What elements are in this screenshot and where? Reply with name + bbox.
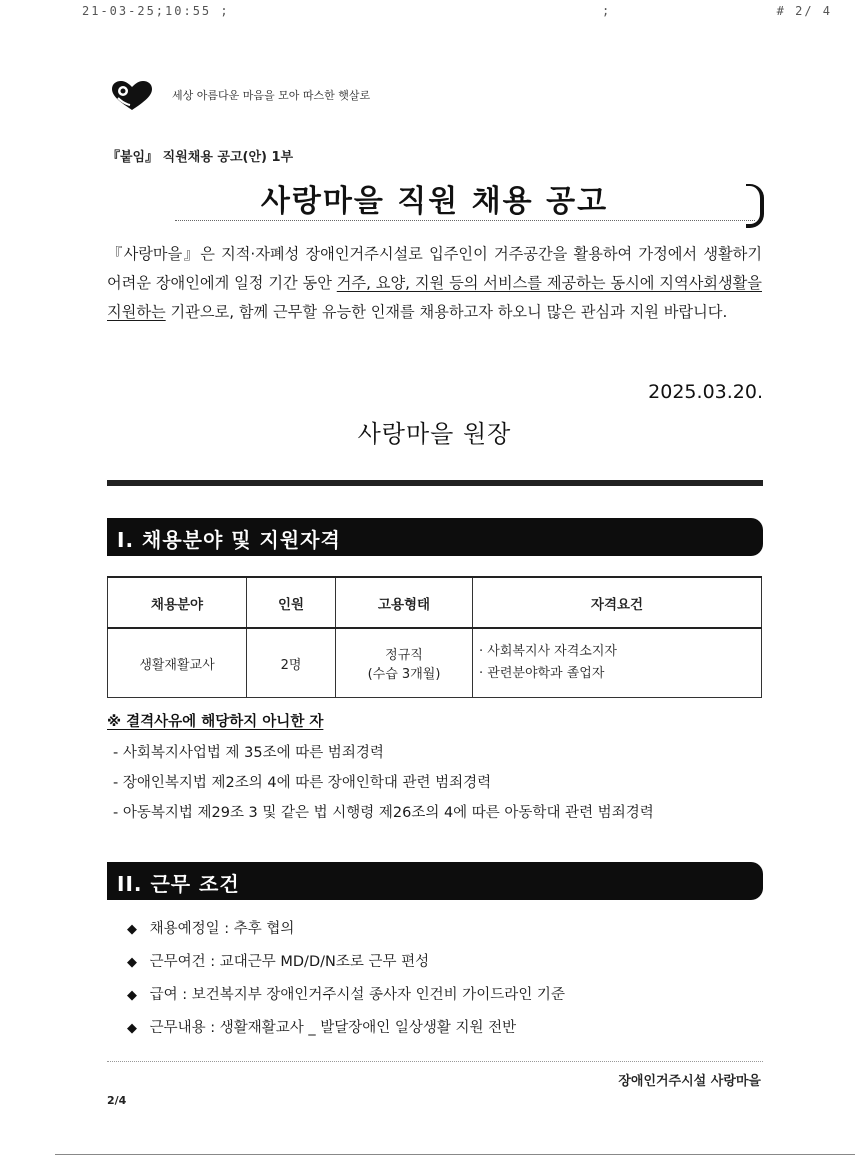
page-title: 사랑마을 직원 채용 공고 — [260, 184, 609, 219]
intro-text-2: 기관으로, 함께 근무할 유능한 인재를 채용하고자 하오니 많은 관심과 지원 바랍니다. — [165, 303, 728, 321]
list-item — [127, 946, 767, 979]
requirement-2: · 관련분야학과 졸업자 — [479, 666, 605, 681]
list-item — [127, 1012, 767, 1045]
signer: 사랑마을 원장 — [357, 420, 512, 448]
cell-type-line1: 정규직 — [385, 648, 423, 663]
section-title-conditions: II. 근무 조건 — [117, 872, 240, 896]
slogan: 세상 아름다운 마음을 모아 따스한 햇살로 — [172, 89, 371, 102]
condition-text: 근무여건 : 교대근무 MD/D/N조로 근무 편성 — [149, 954, 430, 970]
table-row — [108, 628, 762, 698]
list-item: - 아동복지법 제29조 3 및 같은 법 시행령 제26조의 4에 따른 아동학대 관련 범죄경력 — [113, 805, 654, 821]
diamond-bullet-icon: ◆ — [127, 922, 137, 937]
cell-field: 생활재활교사 — [108, 628, 247, 698]
section-header-recruitment — [107, 518, 763, 556]
requirement-1: · 사회복지사 자격소지자 — [479, 644, 617, 659]
list-item — [127, 979, 767, 1012]
intro-underlined-text: 거주, 요양, 지원 등의 서비스를 제공하는 동시에 지역사회생활을 지원하는 — [107, 274, 762, 321]
fax-header — [82, 4, 832, 22]
diamond-bullet-icon: ◆ — [127, 955, 137, 970]
header-type: 고용형태 — [336, 577, 473, 628]
diamond-bullet-icon: ◆ — [127, 1021, 137, 1036]
section-title-recruitment: I. 채용분야 및 지원자격 — [117, 528, 341, 552]
disqualification-list — [113, 738, 773, 828]
diamond-bullet-icon: ◆ — [127, 988, 137, 1003]
fax-separator: ; — [602, 4, 612, 18]
table-header-row — [108, 577, 762, 628]
condition-text: 근무내용 : 생활재활교사 _ 발달장애인 일상생활 지원 전반 — [149, 1020, 517, 1036]
list-item — [127, 913, 767, 946]
cell-count: 2명 — [247, 628, 336, 698]
footer-organization: 장애인거주시설 사랑마을 — [618, 1074, 761, 1089]
header-field: 채용분야 — [108, 577, 247, 628]
intro-text-1: 『사랑마을』은 지적·자폐성 장애인거주시설로 입주인이 거주공간을 활용하여 가정에서 생활하기 어려운 장애인에게 일정 기간 동안 — [107, 245, 762, 292]
conditions-list — [127, 913, 767, 1045]
cell-type-line2: (수습 3개월) — [367, 667, 441, 682]
section-header-conditions — [107, 862, 763, 900]
condition-text: 급여 : 보건복지부 장애인거주시설 종사자 인건비 가이드라인 기준 — [149, 987, 565, 1003]
page-number: 2/4 — [107, 1094, 127, 1107]
notice-date: 2025.03.20. — [648, 381, 763, 403]
heart-logo-icon — [110, 80, 154, 112]
list-item: - 사회복지사업법 제 35조에 따른 범죄경력 — [113, 745, 384, 761]
cell-requirements — [473, 628, 762, 698]
footer-divider — [107, 1061, 763, 1062]
condition-text: 채용예정일 : 추후 협의 — [149, 921, 295, 937]
divider-rule — [107, 480, 763, 486]
cell-type — [336, 628, 473, 698]
fax-page-counter: # 2/ 4 — [776, 4, 832, 18]
disqualification-title: ※ 결격사유에 해당하지 아니한 자 — [107, 714, 324, 730]
intro-paragraph — [107, 240, 762, 327]
recruitment-table — [107, 576, 762, 698]
title-bracket-decoration — [746, 184, 764, 228]
title-underline — [175, 220, 755, 221]
header-requirements: 자격요건 — [473, 577, 762, 628]
header-count: 인원 — [247, 577, 336, 628]
bottom-edge-line — [55, 1154, 855, 1155]
attachment-label: 『붙임』 직원채용 공고(안) 1부 — [107, 150, 294, 165]
fax-timestamp: 21-03-25;10:55 ; — [82, 4, 230, 18]
list-item: - 장애인복지법 제2조의 4에 따른 장애인학대 관련 범죄경력 — [113, 775, 492, 791]
